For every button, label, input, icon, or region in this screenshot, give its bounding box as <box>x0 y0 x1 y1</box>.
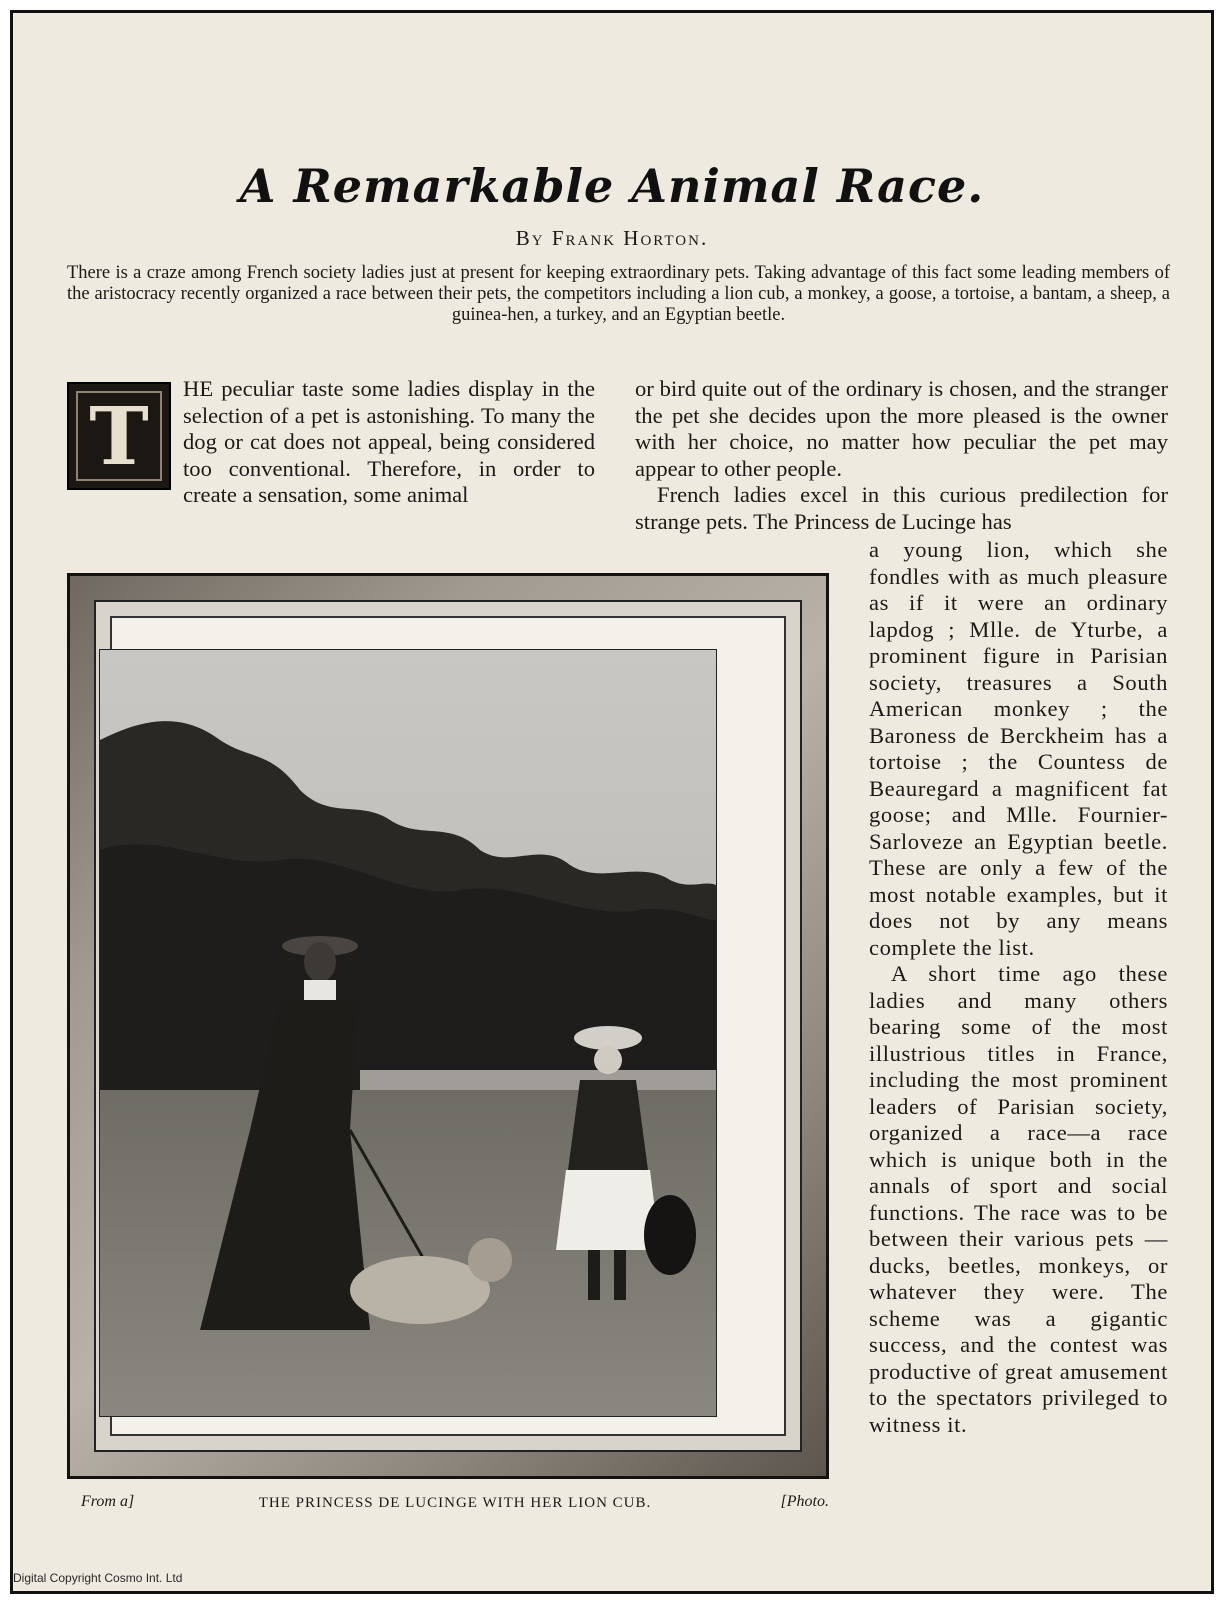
column-left-top <box>67 376 595 509</box>
paragraph-1-left: HE peculiar taste some ladies display in the selection of a pet is astonishing. To many the dog or cat does not appeal, being considered too conventional. Therefore, in order to create a sensation, some animal <box>183 376 595 507</box>
article-byline: By Frank Horton. <box>515 226 709 250</box>
caption-source-left: From a] <box>81 1493 135 1510</box>
article-intro: There is a craze among French society ladies just at present for keeping extraordinary pets. Taking advantage of this fact some leading members of the aristocracy recently organized a race between their pets, the competitors including a lion cub, a monkey, a goose, a tortoise, a bantam, a sheep, a guinea-hen, a turkey, and an Egyptian beetle. <box>67 263 1170 325</box>
distant-fence <box>360 1070 716 1092</box>
article-title: A Remarkable Animal Race. <box>239 159 985 213</box>
paragraph-2-rest: a young lion, which she fondles with as much pleasure as if it were an ordinary lapdog ; Mlle. de Yturbe, a prominent figure in Parisian society, treasures a South American monkey ; the Baroness de Berckheim has a tortoise ; the Countess de Beauregard a magnificent fat goose; and Mlle. Fournier-Sarloveze an Egyptian beetle. These are only a few of the most notable examples, but it does not by any means complete the list. <box>869 537 1168 960</box>
column-right-top <box>635 376 1168 535</box>
paragraph-3: A short time ago these ladies and many others bearing some of the most illustrious titles in France, including the most prominent leaders of Parisian society, organized a race—a race which is unique both in the annals of sport and social functions. The race was to be between their various pets — ducks, beetles, monkeys, or whatever they were. The scheme was a gigantic success, and the contest was productive of great amusement to the spectators privileged to witness it. <box>869 961 1168 1437</box>
copyright-notice: Digital Copyright Cosmo Int. Ltd <box>13 1571 183 1585</box>
dropcap-letter: T <box>89 389 149 483</box>
column-right-narrow <box>869 537 1168 1438</box>
paragraph-2-start: French ladies excel in this curious predilection for strange pets. The Princess de Lucinge has <box>635 482 1168 534</box>
paragraph-1-right: or bird quite out of the ordinary is chosen, and the stranger the pet she decides upon the more pleased is the owner with her choice, no matter how peculiar the pet may appear to other people. <box>635 376 1168 481</box>
caption-source-right: [Photo. <box>780 1493 829 1510</box>
photo-illustration <box>100 650 716 1416</box>
ornamental-dropcap <box>67 382 171 490</box>
photo-caption: THE PRINCESS DE LUCINGE WITH HER LION CUB. <box>258 1495 652 1511</box>
magazine-page <box>10 10 1214 1594</box>
black-dog <box>644 1195 696 1275</box>
photograph-princess-with-lion-cub <box>99 649 717 1417</box>
